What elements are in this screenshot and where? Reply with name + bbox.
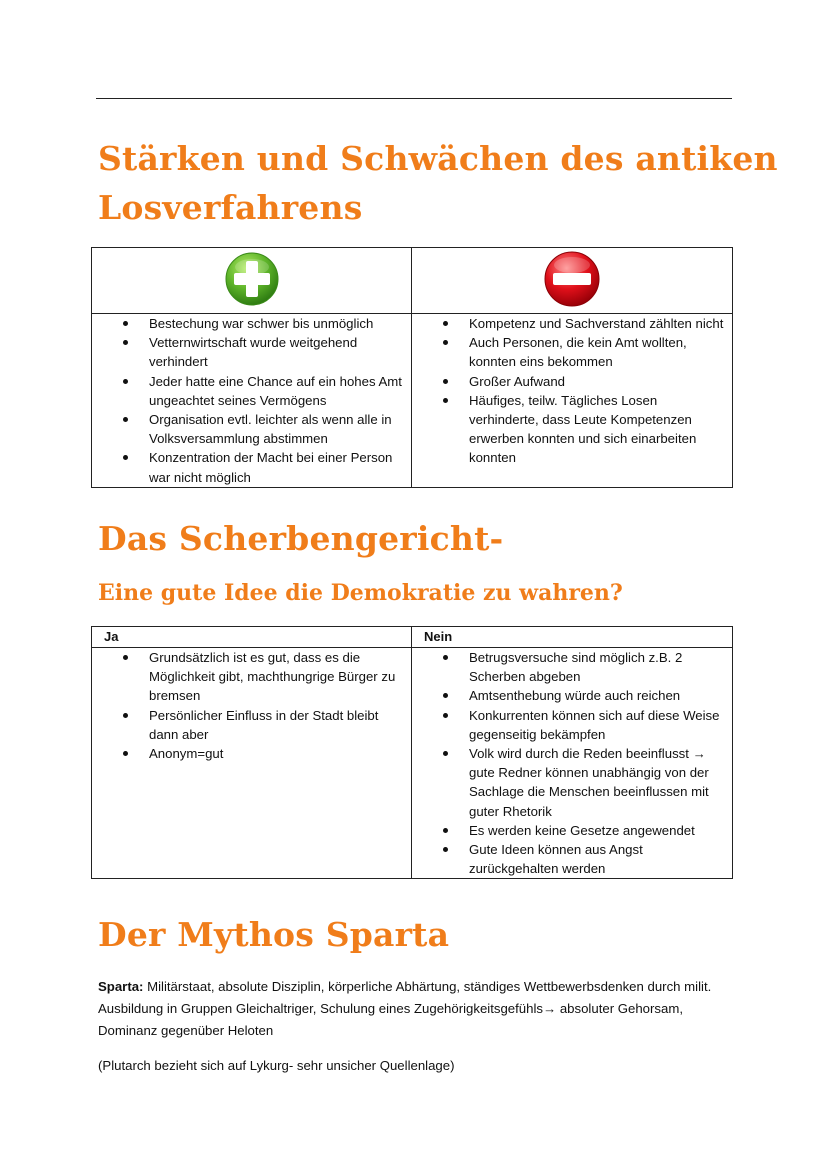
col-header-no: Nein	[412, 627, 733, 648]
section2-subtitle: Eine gute Idee die Demokratie zu wahren?	[98, 580, 623, 606]
list-item: Grundsätzlich ist es gut, dass es die Möglichkeit gibt, machthungrige Bürger zu bremsen	[149, 648, 407, 706]
cons-header-cell	[412, 248, 733, 314]
yes-list	[92, 648, 411, 763]
list-item: Konkurrenten können sich auf diese Weise gegenseitig bekämpfen	[469, 706, 728, 744]
no-cell	[412, 648, 733, 879]
list-item: Es werden keine Gesetze angewendet	[469, 821, 728, 840]
list-item: Organisation evtl. leichter als wenn alle in Volksversammlung abstimmen	[149, 410, 407, 448]
ostracism-table	[91, 626, 733, 879]
list-item: Häufiges, teilw. Tägliches Losen verhinderte, dass Leute Kompetenzen erwerben konnten und sich einarbeiten konnten	[469, 391, 728, 468]
yes-cell	[92, 648, 412, 879]
sparta-paragraph	[98, 976, 738, 1042]
list-item: Großer Aufwand	[469, 372, 728, 391]
sparta-lead: Sparta:	[98, 979, 144, 994]
section2-title: Das Scherbengericht-	[98, 519, 504, 558]
list-item: Persönlicher Einfluss in der Stadt bleibt dann aber	[149, 706, 407, 744]
cons-list	[412, 314, 732, 468]
pros-header-cell	[92, 248, 412, 314]
sparta-text: Militärstaat, absolute Disziplin, körperliche Abhärtung, ständiges Wettbewerbsdenken durch milit. Ausbildung in Gruppen Gleichaltriger, Schulung eines Zugehörigkeitsgefühls→ absoluter Gehorsam, Dominanz gegenüber Heloten	[98, 979, 712, 1038]
pros-list	[92, 314, 411, 487]
list-item: Kompetenz und Sachverstand zählten nicht	[469, 314, 728, 333]
section1-title-line2: Losverfahrens	[98, 188, 363, 227]
list-item: Amtsenthebung würde auch reichen	[469, 686, 728, 705]
list-item: Konzentration der Macht bei einer Person war nicht möglich	[149, 448, 407, 486]
list-item: Volk wird durch die Reden beeinflusst → gute Redner können unabhängig von der Sachlage die Menschen beeinflussen mit guter Rhetorik	[469, 744, 728, 821]
header-rule	[96, 98, 732, 99]
plus-icon	[224, 251, 280, 307]
list-item: Jeder hatte eine Chance auf ein hohes Amt ungeachtet seines Vermögens	[149, 372, 407, 410]
minus-icon	[543, 250, 601, 308]
list-item: Vetternwirtschaft wurde weitgehend verhindert	[149, 333, 407, 371]
list-item: Anonym=gut	[149, 744, 407, 763]
section3-title: Der Mythos Sparta	[98, 915, 450, 954]
section1-title-line1: Stärken und Schwächen des antiken	[98, 139, 778, 178]
cons-cell	[412, 314, 733, 488]
pros-cons-table	[91, 247, 733, 488]
list-item: Auch Personen, die kein Amt wollten, konnten eins bekommen	[469, 333, 728, 371]
col-header-yes: Ja	[92, 627, 412, 648]
list-item: Gute Ideen können aus Angst zurückgehalten werden	[469, 840, 728, 878]
pros-cell	[92, 314, 412, 488]
source-note: (Plutarch bezieht sich auf Lykurg- sehr unsicher Quellenlage)	[98, 1058, 455, 1073]
no-list	[412, 648, 732, 878]
list-item: Betrugsversuche sind möglich z.B. 2 Scherben abgeben	[469, 648, 728, 686]
list-item: Bestechung war schwer bis unmöglich	[149, 314, 407, 333]
